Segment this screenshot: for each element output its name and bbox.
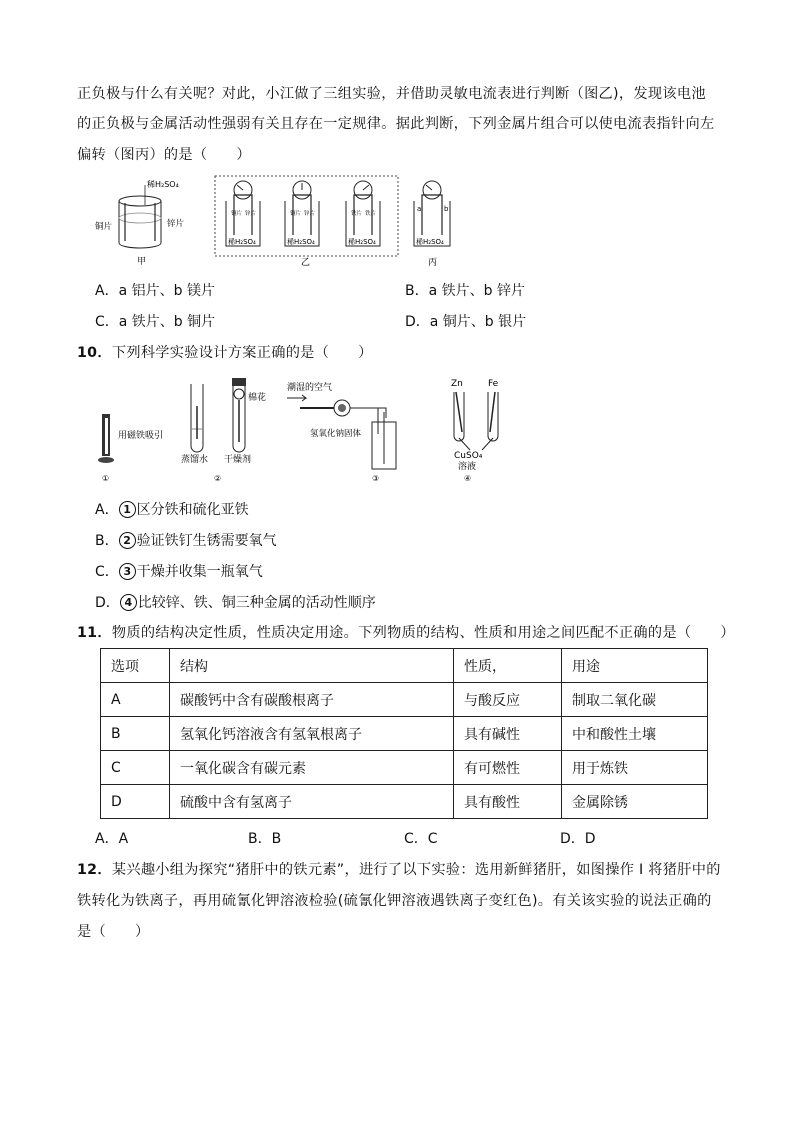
- fig10-2-cotton: 棉花: [248, 393, 267, 403]
- jia-left-label: 铜片: [95, 222, 113, 232]
- q10-stem: [77, 342, 373, 362]
- q9-figure: [95, 173, 455, 268]
- fig10-1-label: 用磁铁吸引: [118, 431, 164, 441]
- table-cell: 有可燃性: [454, 751, 562, 785]
- fig10-3-air: 潮湿的空气: [287, 383, 333, 393]
- q10-option-c[interactable]: C． 3 干燥并收集一瓶氧气: [95, 564, 263, 580]
- q9-option-a[interactable]: A．a 铝片、b 镁片: [95, 283, 215, 299]
- yi-cell-2: [285, 181, 319, 246]
- fig10-2-water: 蒸馏水: [181, 455, 209, 465]
- jia-acid-label: 稀H₂SO₄: [147, 180, 179, 189]
- table-cell: 与酸反应: [454, 683, 562, 717]
- yi-cell-1: [226, 181, 260, 246]
- q12-stem-line-2: 铁转化为铁离子，再用硫氰化钾溶液检验(硫氰化钾溶液遇铁离子变红色)。有关该实验的说法正确的: [77, 893, 712, 909]
- yi-3-acid: 稀H₂SO₄: [348, 238, 376, 246]
- fig10-4-num: ④: [464, 474, 472, 483]
- yi-2-left: 铜片: [290, 211, 302, 217]
- jia-caption: 甲: [137, 257, 147, 267]
- q9-option-d[interactable]: D．a 铜片、b 银片: [405, 314, 527, 330]
- fig10-4-cuso4: CuSO₄: [454, 451, 483, 461]
- figure-yi: [226, 181, 380, 268]
- yi-1-acid: 稀H₂SO₄: [228, 238, 256, 246]
- q11-option-d[interactable]: D．D: [560, 831, 596, 847]
- fig10-2-num: ②: [214, 474, 222, 483]
- table-cell: 氢氧化钙溶液含有氢氧根离子: [170, 717, 454, 751]
- jia-right-label: 锌片: [167, 219, 185, 229]
- q10-option-a[interactable]: A． 1 区分铁和硫化亚铁: [95, 502, 249, 518]
- q11-number: 11．: [77, 625, 112, 641]
- table-header-cell: 结构: [170, 649, 454, 683]
- circled-number-3: 3: [119, 563, 136, 580]
- q11-table: [100, 648, 708, 819]
- q10-stem-text: 下列科学实验设计方案正确的是（ ）: [111, 345, 373, 361]
- fig10-4-zn: Zn: [451, 379, 463, 389]
- q11-stem: [77, 622, 735, 642]
- table-cell: 金属除锈: [562, 785, 708, 819]
- fig10-3-naoh: 氢氧化钠固体: [310, 429, 362, 439]
- q10-number: 10．: [77, 345, 112, 361]
- yi-2-right: 锌片: [304, 211, 316, 217]
- q11-option-c[interactable]: C．C: [404, 831, 438, 847]
- q12-stem-line-3: 是（ ）: [77, 924, 150, 940]
- q11-option-b[interactable]: B．B: [248, 831, 282, 847]
- fig10-2: [181, 378, 266, 483]
- yi-caption: 乙: [301, 258, 311, 268]
- q10-option-d[interactable]: D． 4 比较锌、铁、铜三种金属的活动性顺序: [95, 595, 376, 611]
- table-row: [101, 751, 708, 785]
- fig10-3: [287, 381, 396, 483]
- q11-stem-text: 物质的结构决定性质，性质决定用途。下列物质的结构、性质和用途之间匹配不正确的是（ ）: [111, 625, 735, 641]
- q10-figure: [96, 374, 516, 486]
- table-row: [101, 683, 708, 717]
- q10-option-b[interactable]: B． 2 验证铁钉生锈需要氧气: [95, 533, 277, 549]
- table-cell: 具有碱性: [454, 717, 562, 751]
- table-cell: 碳酸钙中含有碳酸根离子: [170, 683, 454, 717]
- fig10-4-fe: Fe: [488, 379, 499, 389]
- table-cell: D: [101, 785, 170, 819]
- bing-acid: 稀H₂SO₄: [416, 238, 444, 246]
- q11-option-a[interactable]: A．A: [95, 831, 129, 847]
- fig10-2-desiccant: 干燥剂: [224, 455, 252, 465]
- circled-number-1: 1: [119, 501, 136, 518]
- yi-2-acid: 稀H₂SO₄: [287, 238, 315, 246]
- table-header-cell: 性质，: [454, 649, 562, 683]
- figure-jia: [95, 179, 185, 267]
- yi-1-left: 铜片: [231, 211, 243, 217]
- q9-stem-line-1: 正负极与什么有关呢？对此，小江做了三组实验，并借助灵敏电流表进行判断（图乙)，发现该电池: [77, 86, 706, 102]
- table-row: [101, 785, 708, 819]
- table-cell: 具有酸性: [454, 785, 562, 819]
- q9-option-c[interactable]: C．a 铁片、b 铜片: [95, 314, 216, 330]
- table-cell: 用于炼铁: [562, 751, 708, 785]
- q12-number: 12．: [77, 862, 112, 878]
- yi-3-right: 铁片: [365, 211, 377, 217]
- bing-caption: 丙: [428, 258, 438, 268]
- bing-b: b: [444, 205, 449, 213]
- table-cell: 硫酸中含有氢离子: [170, 785, 454, 819]
- table-header-row: [101, 649, 708, 683]
- fig10-1-num: ①: [102, 474, 110, 483]
- table-header-cell: 用途: [562, 649, 708, 683]
- fig10-3-num: ③: [372, 474, 380, 483]
- q12-stem-line-1: 12．某兴趣小组为探究“猪肝中的铁元素”，进行了以下实验：选用新鲜猪肝，如图操作 I 将猪肝中的: [77, 862, 721, 878]
- yi-1-right: 锌片: [245, 211, 257, 217]
- bing-a: a: [417, 205, 422, 213]
- table-cell: B: [101, 717, 170, 751]
- figure-bing: [414, 181, 450, 268]
- q9-stem-line-2: 的正负极与金属活动性强弱有关且存在一定规律。据此判断，下列金属片组合可以使电流表指针向左: [77, 116, 715, 132]
- table-cell: C: [101, 751, 170, 785]
- table-row: [101, 717, 708, 751]
- table-cell: 中和酸性土壤: [562, 717, 708, 751]
- circled-number-4: 4: [120, 594, 137, 611]
- fig10-4: [451, 379, 499, 483]
- fig10-4-solution: 溶液: [458, 462, 477, 472]
- table-cell: A: [101, 683, 170, 717]
- yi-3-left: 铁片: [351, 211, 363, 217]
- table-cell: 一氧化碳含有碳元素: [170, 751, 454, 785]
- fig10-1: [98, 414, 163, 483]
- yi-cell-3: [346, 181, 380, 246]
- table-header-cell: 选项: [101, 649, 170, 683]
- table-cell: 制取二氧化碳: [562, 683, 708, 717]
- q9-stem-line-3: 偏转（图丙）的是（ ）: [77, 147, 251, 163]
- q9-option-b[interactable]: B．a 铁片、b 锌片: [405, 283, 525, 299]
- circled-number-2: 2: [119, 532, 136, 549]
